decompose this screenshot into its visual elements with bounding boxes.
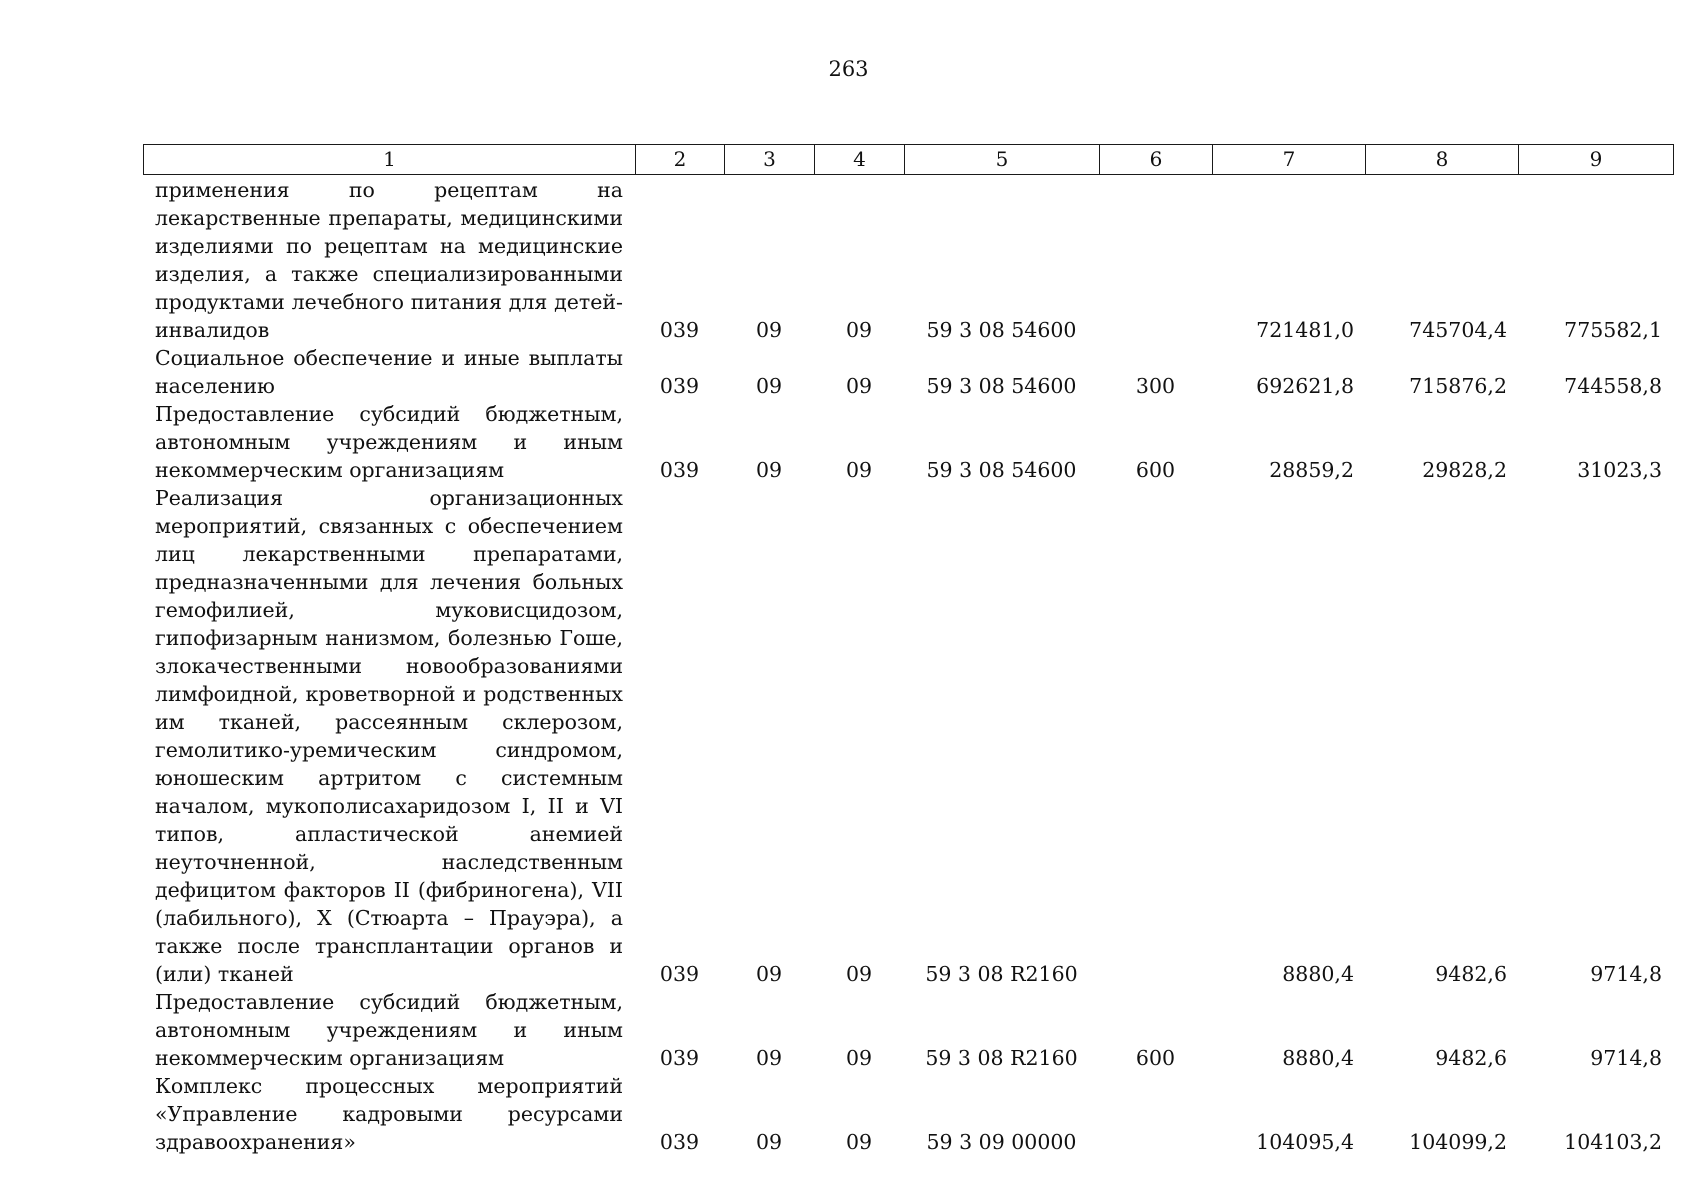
row-description [143,400,635,484]
row-amount-year-2 [1365,1072,1518,1156]
table-row [143,988,1673,1072]
row-amount-year-2 [1365,344,1518,400]
row-subsection-code [814,344,904,400]
header-col-5: 5 [905,145,1100,175]
row-description-text: применения по рецептам на лекарственные препараты, медицинскими изделиями по рецептам на медицинские изделия, а также специализированными продуктами лечебного питания для детей-инвалидов [155,178,623,342]
row-ministry-code-text: 039 [659,962,700,986]
row-amount-year-2-text: 715876,2 [1409,374,1507,398]
row-amount-year-2-text: 29828,2 [1422,458,1507,482]
row-section-code [724,484,814,988]
row-target-article-text: 59 3 08 R2160 [925,962,1078,986]
row-target-article-text: 59 3 08 54600 [926,318,1077,342]
row-amount-year-1 [1212,1072,1365,1156]
row-subsection-code [814,484,904,988]
row-subsection-code-text: 09 [845,1046,873,1070]
row-section-code-text: 09 [755,1046,783,1070]
row-expense-type [1099,400,1212,484]
row-subsection-code [814,400,904,484]
row-amount-year-1-text: 692621,8 [1256,374,1354,398]
table-row [143,176,1673,344]
row-target-article-text: 59 3 08 54600 [926,374,1077,398]
row-ministry-code-text: 039 [659,458,700,482]
table-row [143,1072,1673,1156]
row-target-article [904,988,1099,1072]
row-ministry-code [635,1072,724,1156]
row-description [143,1072,635,1156]
row-description-text: Комплекс процессных мероприятий «Управление кадровыми ресурсами здравоохранения» [155,1074,623,1154]
row-subsection-code [814,988,904,1072]
table-row [143,344,1673,400]
row-amount-year-2 [1365,400,1518,484]
row-amount-year-1 [1212,176,1365,344]
row-section-code-text: 09 [755,458,783,482]
row-ministry-code-text: 039 [659,1130,700,1154]
budget-table [143,176,1673,1156]
row-target-article-text: 59 3 09 00000 [926,1130,1077,1154]
row-target-article [904,176,1099,344]
row-amount-year-1 [1212,344,1365,400]
row-expense-type [1099,344,1212,400]
header-col-3: 3 [725,145,815,175]
row-subsection-code-text: 09 [845,962,873,986]
row-section-code-text: 09 [755,374,783,398]
row-subsection-code-text: 09 [845,374,873,398]
row-target-article [904,1072,1099,1156]
row-ministry-code [635,484,724,988]
row-ministry-code-text: 039 [659,374,700,398]
row-amount-year-3-text: 31023,3 [1577,458,1662,482]
row-expense-type-text: 300 [1135,374,1176,398]
header-col-8: 8 [1366,145,1519,175]
row-amount-year-2-text: 745704,4 [1409,318,1507,342]
row-section-code-text: 09 [755,318,783,342]
row-expense-type [1099,988,1212,1072]
row-subsection-code-text: 09 [845,1130,873,1154]
row-amount-year-1-text: 28859,2 [1269,458,1354,482]
row-ministry-code [635,988,724,1072]
row-amount-year-1 [1212,400,1365,484]
row-expense-type [1099,176,1212,344]
row-description [143,344,635,400]
row-subsection-code [814,1072,904,1156]
row-ministry-code [635,176,724,344]
row-amount-year-3 [1518,176,1673,344]
column-number-header [143,144,1674,175]
row-target-article-text: 59 3 08 R2160 [925,1046,1078,1070]
row-amount-year-1-text: 8880,4 [1282,1046,1354,1070]
row-amount-year-3 [1518,400,1673,484]
row-target-article [904,344,1099,400]
row-subsection-code [814,176,904,344]
row-section-code [724,344,814,400]
row-ministry-code-text: 039 [659,1046,700,1070]
page-number: 263 [828,57,869,81]
row-amount-year-1 [1212,484,1365,988]
row-expense-type [1099,484,1212,988]
row-description-text: Социальное обеспечение и иные выплаты населению [155,346,623,398]
row-amount-year-2 [1365,988,1518,1072]
header-row [144,145,1674,175]
row-section-code [724,988,814,1072]
header-col-9: 9 [1519,145,1674,175]
row-subsection-code-text: 09 [845,458,873,482]
row-subsection-code-text: 09 [845,318,873,342]
row-description [143,176,635,344]
row-amount-year-2 [1365,176,1518,344]
row-description [143,484,635,988]
row-ministry-code-text: 039 [659,318,700,342]
row-amount-year-3-text: 744558,8 [1564,374,1662,398]
row-amount-year-2-text: 104099,2 [1409,1130,1507,1154]
header-col-2: 2 [636,145,725,175]
row-amount-year-3 [1518,988,1673,1072]
header-col-1: 1 [144,145,636,175]
table-row [143,484,1673,988]
row-description [143,988,635,1072]
row-amount-year-3 [1518,1072,1673,1156]
row-expense-type-text: 600 [1135,1046,1176,1070]
row-ministry-code [635,400,724,484]
row-section-code-text: 09 [755,1130,783,1154]
row-ministry-code [635,344,724,400]
row-amount-year-1-text: 8880,4 [1282,962,1354,986]
header-col-6: 6 [1100,145,1213,175]
row-target-article [904,400,1099,484]
table-row [143,400,1673,484]
row-amount-year-1-text: 104095,4 [1256,1130,1354,1154]
row-amount-year-3-text: 104103,2 [1564,1130,1662,1154]
row-expense-type [1099,1072,1212,1156]
row-amount-year-2 [1365,484,1518,988]
row-amount-year-3-text: 9714,8 [1590,962,1662,986]
row-target-article-text: 59 3 08 54600 [926,458,1077,482]
header-col-7: 7 [1213,145,1366,175]
row-section-code [724,1072,814,1156]
row-amount-year-1 [1212,988,1365,1072]
row-expense-type-text: 600 [1135,458,1176,482]
row-description-text: Реализация организационных мероприятий, связанных с обеспечением лиц лекарственными препаратами, предназначенными для лечения больных гемофилией, муковисцидозом, гипофизарным нанизмом, болезнью Гоше, злокачественными новообразованиями лимфоидной, кроветворной и родственных им тканей, рассеянным склерозом, гемолитико-уремическим синдромом, юношеским артритом с системным началом, мукополисахаридозом I, II и VI типов, апластической анемией неуточненной, наследственным дефицитом факторов II (фибриногена), VII (лабильного), X (Стюарта – Прауэра), а также после трансплантации органов и (или) тканей [155,486,623,986]
row-section-code [724,176,814,344]
row-amount-year-3-text: 775582,1 [1564,318,1662,342]
row-description-text: Предоставление субсидий бюджетным, автономным учреждениям и иным некоммерческим организациям [155,402,623,482]
row-amount-year-2-text: 9482,6 [1435,962,1507,986]
row-amount-year-1-text: 721481,0 [1256,318,1354,342]
row-description-text: Предоставление субсидий бюджетным, автономным учреждениям и иным некоммерческим организациям [155,990,623,1070]
row-amount-year-3 [1518,484,1673,988]
row-section-code-text: 09 [755,962,783,986]
row-amount-year-3 [1518,344,1673,400]
row-amount-year-3-text: 9714,8 [1590,1046,1662,1070]
row-target-article [904,484,1099,988]
row-amount-year-2-text: 9482,6 [1435,1046,1507,1070]
row-section-code [724,400,814,484]
header-col-4: 4 [815,145,905,175]
